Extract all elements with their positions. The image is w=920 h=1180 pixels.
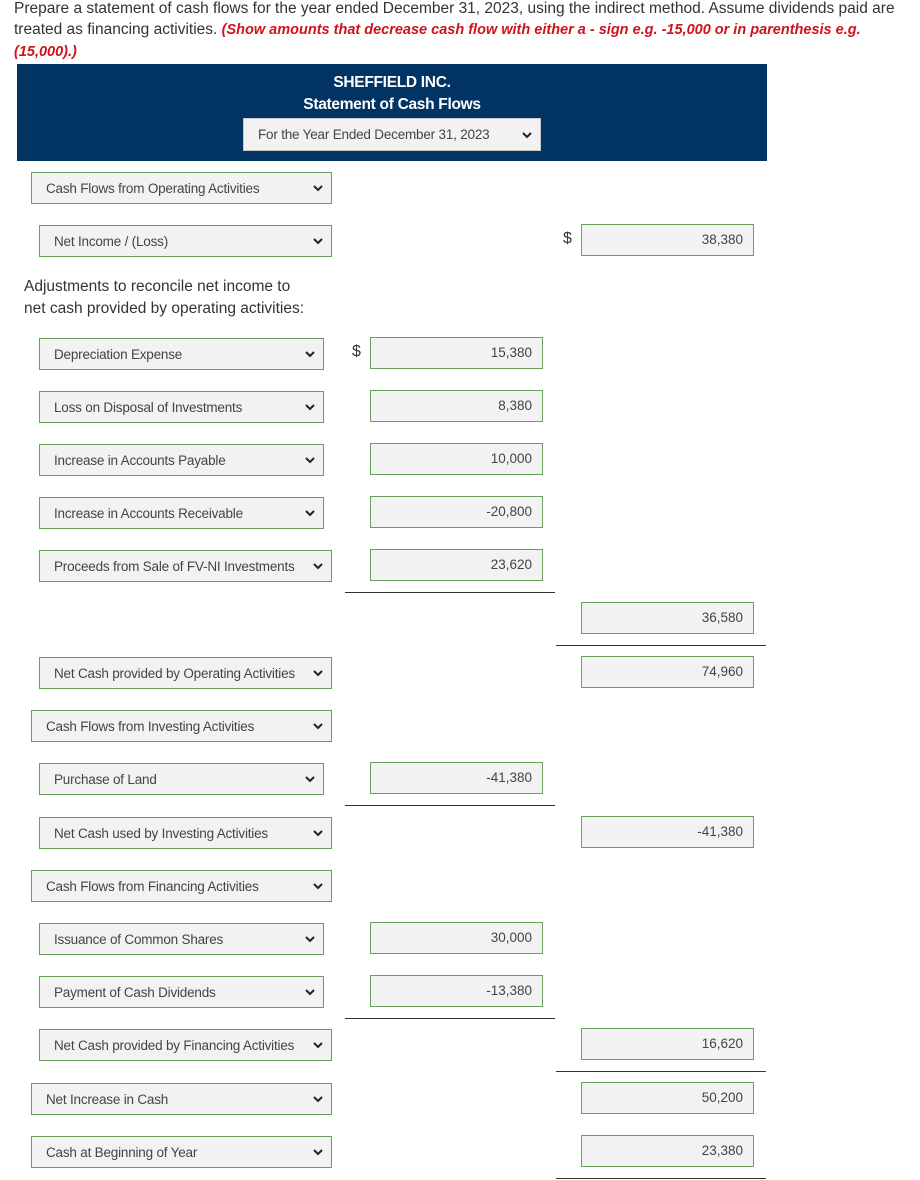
subtotal-rule (345, 592, 555, 593)
increase-ap-select[interactable] (39, 444, 324, 476)
payment-dividends-input[interactable]: -13,380 (370, 975, 543, 1007)
subtotal-rule (556, 1071, 766, 1072)
chevron-down-icon (311, 719, 325, 733)
subtotal-rule (556, 645, 766, 646)
chevron-down-icon (303, 932, 317, 946)
select-label: Issuance of Common Shares (54, 931, 224, 947)
cfo-heading-select[interactable] (31, 172, 332, 204)
net-increase-input[interactable]: 50,200 (581, 1082, 754, 1114)
instructions (14, 0, 910, 63)
chevron-down-icon (311, 666, 325, 680)
cfi-heading-select[interactable] (31, 710, 332, 742)
purchase-land-select[interactable] (39, 763, 324, 795)
select-label: Loss on Disposal of Investments (54, 399, 243, 415)
payment-dividends-select[interactable] (39, 976, 324, 1008)
increase-ar-select[interactable] (39, 497, 324, 529)
net-increase-select[interactable] (31, 1083, 332, 1115)
adjustments-label (24, 276, 304, 320)
net-cash-investing-select[interactable] (39, 817, 332, 849)
select-label: Increase in Accounts Payable (54, 452, 226, 468)
company-name: SHEFFIELD INC. (333, 74, 451, 91)
select-label: Payment of Cash Dividends (54, 984, 216, 1000)
chevron-down-icon (311, 559, 325, 573)
proceeds-fvni-select[interactable] (39, 550, 332, 582)
chevron-down-icon (311, 1092, 325, 1106)
increase-ar-input[interactable]: -20,800 (370, 496, 543, 528)
loss-disposal-select[interactable] (39, 391, 324, 423)
select-label: Net Cash used by Investing Activities (54, 825, 268, 841)
select-label: Cash at Beginning of Year (46, 1144, 198, 1160)
period-select[interactable] (243, 118, 541, 151)
issuance-shares-select[interactable] (39, 923, 324, 955)
loss-disposal-input[interactable]: 8,380 (370, 390, 543, 422)
select-label: Cash Flows from Operating Activities (46, 180, 260, 196)
subtotal-rule (345, 805, 555, 806)
chevron-down-icon (303, 772, 317, 786)
chevron-down-icon (303, 400, 317, 414)
instructions-note: (Show amounts that decrease cash flow with either a - sign e.g. -15,000 or in parenthesis e.g. (15,000).) (14, 22, 861, 60)
depreciation-select[interactable] (39, 338, 324, 370)
select-label: Cash Flows from Investing Activities (46, 718, 255, 734)
chevron-down-icon (303, 985, 317, 999)
cash-beginning-input[interactable]: 23,380 (581, 1135, 754, 1167)
cash-beginning-select[interactable] (31, 1136, 332, 1168)
select-label: Net Cash provided by Operating Activities (54, 665, 295, 681)
adjustments-label-line1: Adjustments to reconcile net income to (24, 278, 291, 295)
adjustments-label-line2: net cash provided by operating activities: (24, 300, 305, 317)
total-adjustments-input[interactable]: 36,580 (581, 602, 754, 634)
subtotal-rule (345, 1018, 555, 1019)
select-label: Net Cash provided by Financing Activities (54, 1037, 295, 1053)
instructions-text: Prepare a statement of cash flows for the year ended December 31, 2023, using the indirect method. Assume dividends paid are treated as financing activities. (14, 0, 895, 38)
dollar-sign: $ (563, 230, 572, 247)
chevron-down-icon (311, 181, 325, 195)
increase-ap-input[interactable]: 10,000 (370, 443, 543, 475)
select-label: Increase in Accounts Receivable (54, 505, 243, 521)
chevron-down-icon (311, 1145, 325, 1159)
select-label: Purchase of Land (54, 771, 157, 787)
subtotal-rule (556, 1178, 766, 1179)
purchase-land-input[interactable]: -41,380 (370, 762, 543, 794)
chevron-down-icon (520, 128, 534, 142)
net-cash-operating-input[interactable]: 74,960 (581, 656, 754, 688)
chevron-down-icon (311, 1038, 325, 1052)
chevron-down-icon (311, 879, 325, 893)
chevron-down-icon (303, 506, 317, 520)
issuance-shares-input[interactable]: 30,000 (370, 922, 543, 954)
select-label: Proceeds from Sale of FV-NI Investments (54, 558, 295, 574)
chevron-down-icon (303, 453, 317, 467)
net-cash-financing-input[interactable]: 16,620 (581, 1028, 754, 1060)
depreciation-input[interactable]: 15,380 (370, 337, 543, 369)
net-cash-investing-input[interactable]: -41,380 (581, 816, 754, 848)
proceeds-fvni-input[interactable]: 23,620 (370, 549, 543, 581)
net-cash-financing-select[interactable] (39, 1029, 332, 1061)
dollar-sign: $ (352, 343, 361, 360)
select-label: Cash Flows from Financing Activities (46, 878, 259, 894)
select-label: Depreciation Expense (54, 346, 183, 362)
period-select-label: For the Year Ended December 31, 2023 (258, 127, 490, 142)
net-income-select[interactable] (39, 225, 332, 257)
chevron-down-icon (311, 234, 325, 248)
select-label: Net Increase in Cash (46, 1091, 169, 1107)
statement-title: Statement of Cash Flows (303, 96, 481, 113)
select-label: Net Income / (Loss) (54, 233, 168, 249)
net-cash-operating-select[interactable] (39, 657, 332, 689)
cff-heading-select[interactable] (31, 870, 332, 902)
chevron-down-icon (311, 826, 325, 840)
chevron-down-icon (303, 347, 317, 361)
net-income-input[interactable]: 38,380 (581, 224, 754, 256)
